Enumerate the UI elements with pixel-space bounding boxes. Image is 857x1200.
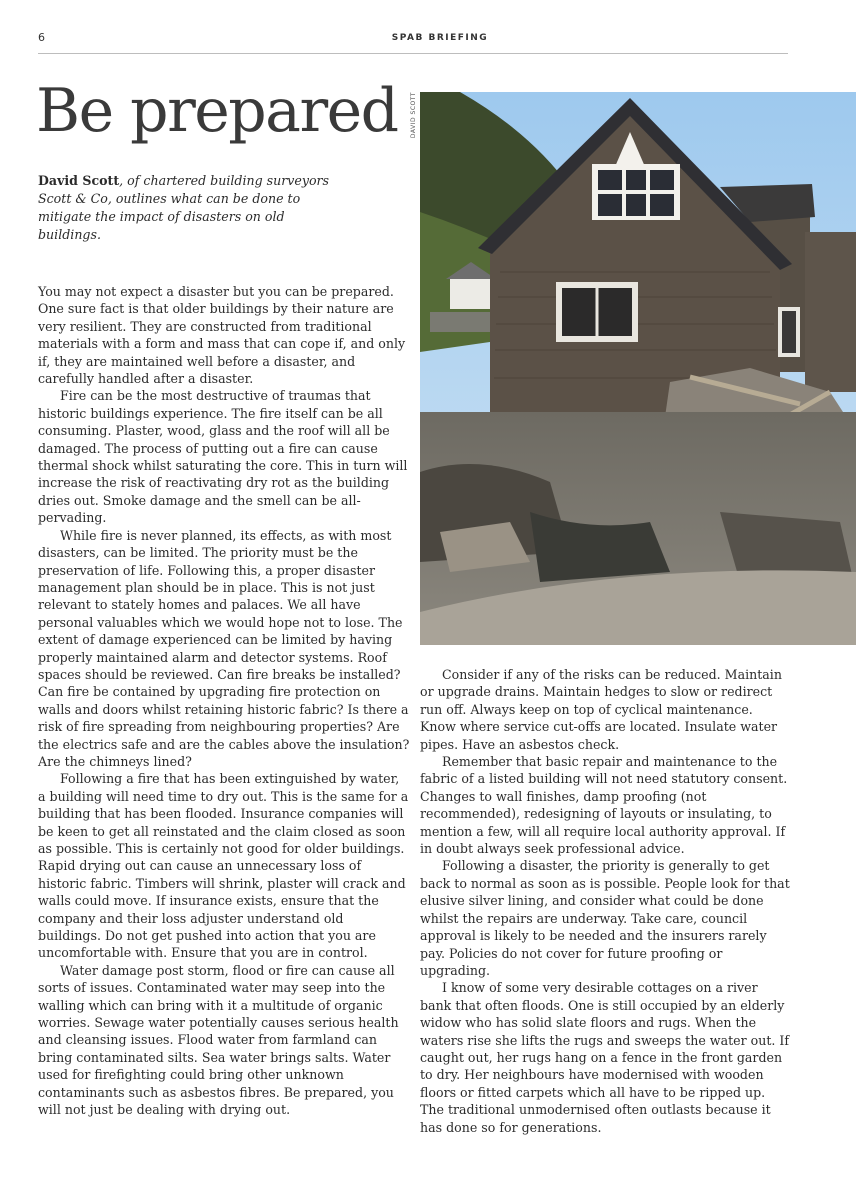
article-title: Be prepared xyxy=(36,76,398,146)
running-head: SPAB BRIEFING xyxy=(391,33,489,43)
paragraph: You may not expect a disaster but you can be prepared. One sure fact is that older buildings by their nature are very resilient. They are constructed from traditional materials with a form and mass that can cope if, and only if, they are maintained well before a disaster, and carefully handled after a disaster. xyxy=(38,284,406,387)
paragraph: Remember that basic repair and maintenance to the fabric of a listed building will not need statutory consent. Changes to wall finishes, damp proofing (not recommended), redesigning of layouts or insulating, to mention a few, will all require local authority approval. If in doubt always seek professional advice. xyxy=(420,754,788,857)
photo-credit: DAVID SCOTT xyxy=(410,92,417,139)
paragraph: I know of some very desirable cottages on a river bank that often floods. One is still occupied by an elderly widow who has solid slate floors and rugs. When the waters rise she lifts the rugs and sweeps the water out. If caught out, her rugs hang on a fence in the front garden to dry. Her neighbours have modernised with wooden floors or fitted carpets which all have to be ripped up. The traditional unmodernised often outlasts because it has done so for generations. xyxy=(420,980,790,1135)
paragraph: Following a fire that has been extinguished by water, a building will need time to dry out. This is the same for a building that has been flooded. Insurance companies will be keen to get all reinstated and the claim closed as soon as possible. This is certainly not good for older buildings. Rapid drying out can cause an unnecessary loss of historic fabric. Timbers will shrink, plaster will crack and walls could move. If insurance exists, ensure that the company and their loss adjuster understand old buildings. Do not get pushed into action that you are uncomfortable with. Ensure that you are in control. xyxy=(38,771,409,961)
paragraph: While fire is never planned, its effects, as with most disasters, can be limited. The priority must be the preservation of life. Following this, a proper disaster management plan should be in place. This is not just relevant to stately homes and palaces. We all have personal valuables which we would hope not to lose. The extent of damage experienced can be limited by having properly maintained alarm and detector systems. Roof spaces should be reviewed. Can fire breaks be installed? Can fire be contained by upgrading fire protection on walls and doors whilst retaining historic fabric? Is there a risk of fire spreading from neighbouring properties? Are the electrics safe and are the cables above the insulation? Are the chimneys lined? xyxy=(38,527,410,769)
paragraph: Water damage post storm, flood or fire can cause all sorts of issues. Contaminated water may seep into the walling which can bring with it a multitude of organic worries. Sewage water potentially causes serious health and cleansing issues. Flood water from farmland can bring contaminated silts. Sea water brings salts. Water used for firefighting could bring other unknown contaminants such as asbestos fibres. Be prepared, you will not just be dealing with drying out. xyxy=(38,962,399,1118)
paragraph: Fire can be the most destructive of traumas that historic buildings experience. The fire itself can be all consuming. Plaster, wood, glass and the roof will all be damaged. The process of putting out a fire can cause thermal shock whilst saturating the core. This in turn will increase the risk of reactivating dry rot as the building dries out. Smoke damage and the smell can be all-pervading. xyxy=(38,388,408,526)
standfirst-text: , of chartered building surveyors Scott & Co, outlines what can be done to mitigate the impact of disasters on old buildings. xyxy=(38,173,330,242)
flood-damaged-building-photo xyxy=(420,92,856,645)
header-rule xyxy=(38,53,788,54)
page-number: 6 xyxy=(38,31,45,44)
standfirst-author: David Scott xyxy=(38,173,120,188)
paragraph: Following a disaster, the priority is generally to get back to normal as soon as is possible. People look for that elusive silver lining, and consider what could be done whilst the repairs are underway. Take care, council approval is likely to be needed and the insurers rarely pay. Policies do not cover for future proofing or upgrading. xyxy=(420,858,790,978)
paragraph: Consider if any of the risks can be reduced. Maintain or upgrade drains. Maintain hedges to slow or redirect run off. Always keep on top of cyclical maintenance. Know where service cut-offs are located. Insulate water pipes. Have an asbestos check. xyxy=(420,667,782,752)
standfirst xyxy=(38,172,348,244)
body-column-1 xyxy=(38,283,410,1119)
body-column-2 xyxy=(420,666,792,1136)
